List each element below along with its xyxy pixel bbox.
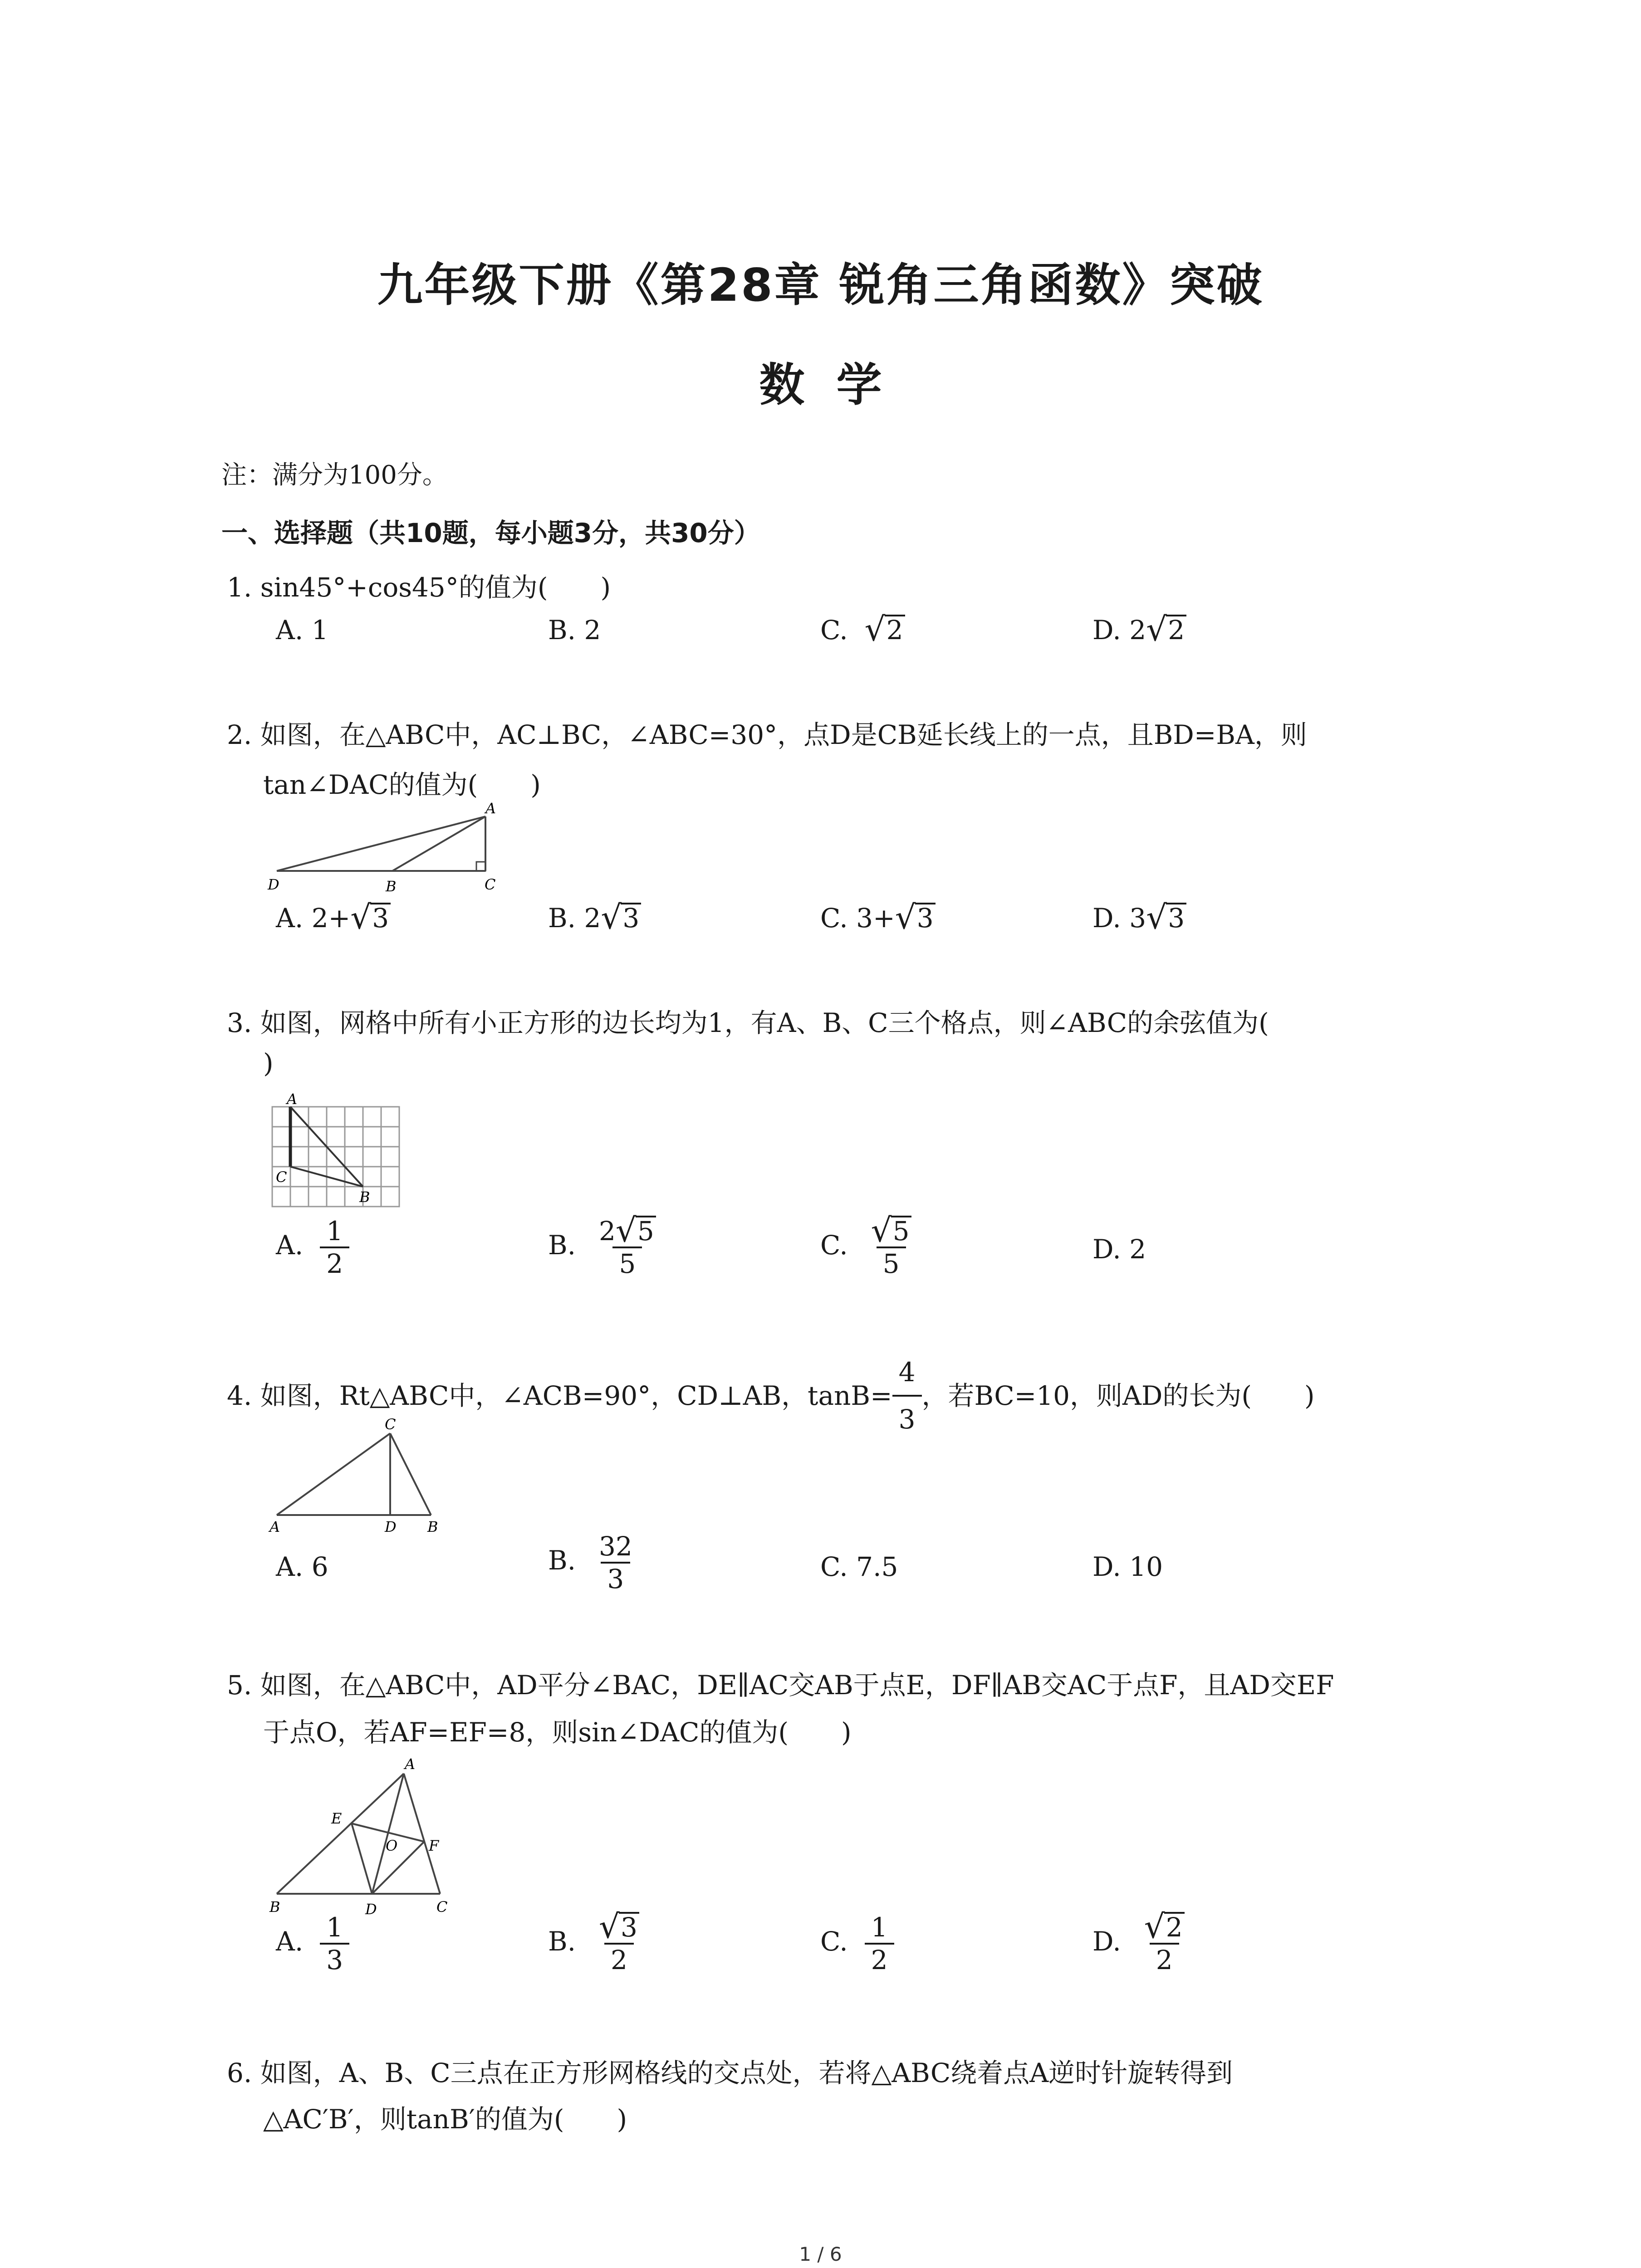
q3-stem-line2: ) bbox=[263, 1048, 274, 1079]
score-note: 注：满分为100分。 bbox=[221, 460, 448, 490]
q2-option-d: D. 3√ 3 bbox=[1092, 903, 1186, 934]
q4-option-a: A. 6 bbox=[276, 1551, 328, 1582]
q2-stem-line1: 2. 如图，在△ABC中，AC⊥BC，∠ABC=30°，点D是CB延长线上的一点，且BD=BA，则 bbox=[227, 719, 1307, 750]
page-title: 九年级下册《第28章 锐角三角函数》突破 bbox=[377, 259, 1264, 312]
q2-option-a: A. 2+√ 3 bbox=[276, 903, 391, 934]
q2-stem-line2: tan∠DAC的值为( ) bbox=[263, 769, 541, 800]
q4-option-b: B. $\frac{32}{3}$ bbox=[548, 1531, 632, 1594]
page-number: 1 / 6 bbox=[799, 2243, 842, 2265]
q4-option-d: D. 10 bbox=[1092, 1551, 1163, 1582]
q5-fig-label-c: C bbox=[436, 1898, 448, 1916]
q4-stem: 4. 如图，Rt△ABC中，∠ACB=90°，CD⊥AB，tanB= $\frac{4}{3}$ ，若BC=10，则AD的长为( ) bbox=[227, 1349, 1315, 1442]
q5-fig-label-d: D bbox=[365, 1901, 377, 1918]
q4-fig-label-b: B bbox=[427, 1518, 438, 1535]
q5-figure bbox=[263, 1751, 472, 1923]
q6-stem-line1: 6. 如图，A、B、C三点在正方形网格线的交点处，若将△ABC绕着点A逆时针旋转得到 bbox=[227, 2058, 1233, 2088]
q5-stem-line2: 于点O，若AF=EF=8，则sin∠DAC的值为( ) bbox=[263, 1717, 852, 1748]
q5-option-b: B. √ $\frac{3}{2}$ bbox=[548, 1912, 646, 1975]
q5-option-d: D. √ $\frac{2}{2}$ bbox=[1092, 1912, 1191, 1975]
q5-option-c: C. $\frac{1}{2}$ bbox=[820, 1912, 894, 1975]
q1-option-b: B. 2 bbox=[548, 615, 601, 645]
q3-fig-label-a: A bbox=[287, 1090, 298, 1108]
q2-option-b: B. 2√ 3 bbox=[548, 903, 641, 934]
q3-option-c: C. √ $\frac{5}{5}$ bbox=[820, 1216, 918, 1279]
q2-fig-label-d: D bbox=[268, 876, 279, 893]
q1-stem: 1. sin45°+cos45°的值为( ) bbox=[227, 572, 611, 603]
q5-fig-label-b: B bbox=[269, 1898, 280, 1916]
q5-fig-label-e: E bbox=[331, 1810, 342, 1827]
q4-figure bbox=[263, 1413, 454, 1535]
q2-figure bbox=[263, 801, 508, 896]
q3-stem-line1: 3. 如图，网格中所有小正方形的边长均为1，有A、B、C三个格点，则∠ABC的余弦值为( bbox=[227, 1007, 1269, 1038]
q5-fig-label-o: O bbox=[386, 1837, 398, 1854]
q2-fig-label-c: C bbox=[485, 876, 496, 893]
q2-fig-label-b: B bbox=[386, 878, 397, 895]
q1-option-a: A. 1 bbox=[276, 615, 328, 645]
q3-fig-label-c: C bbox=[276, 1168, 287, 1186]
q1-option-c: C. √ 2 bbox=[820, 615, 905, 645]
q2-fig-label-a: A bbox=[485, 801, 496, 817]
q5-option-a: A. $\frac{1}{3}$ bbox=[276, 1912, 349, 1975]
q4-fig-label-d: D bbox=[385, 1518, 397, 1535]
q5-fig-label-f: F bbox=[429, 1837, 439, 1854]
q3-option-d: D. 2 bbox=[1092, 1234, 1146, 1265]
q3-option-b: B. $\frac{2√ 5}{5}$ bbox=[548, 1216, 662, 1279]
page-subtitle: 数学 bbox=[759, 358, 914, 411]
q3-fig-label-b: B bbox=[359, 1188, 370, 1206]
q3-option-a: A. $\frac{1}{2}$ bbox=[276, 1216, 349, 1279]
q4-fig-label-a: A bbox=[269, 1518, 280, 1535]
q4-fig-label-c: C bbox=[385, 1416, 396, 1433]
q2-option-c: C. 3+√ 3 bbox=[820, 903, 936, 934]
q5-stem-line1: 5. 如图，在△ABC中，AD平分∠BAC，DE∥AC交AB于点E，DF∥AB交AC于点F，且AD交EF bbox=[227, 1670, 1334, 1701]
q3-figure bbox=[263, 1089, 408, 1211]
q5-fig-label-a: A bbox=[405, 1755, 416, 1773]
q4-option-c: C. 7.5 bbox=[820, 1551, 898, 1582]
q1-option-d: D. 2√ 2 bbox=[1092, 615, 1186, 645]
q6-stem-line2: △AC′B′，则tanB′的值为( ) bbox=[263, 2104, 627, 2135]
section-heading: 一、选择题（共10题，每小题3分，共30分） bbox=[221, 518, 760, 548]
